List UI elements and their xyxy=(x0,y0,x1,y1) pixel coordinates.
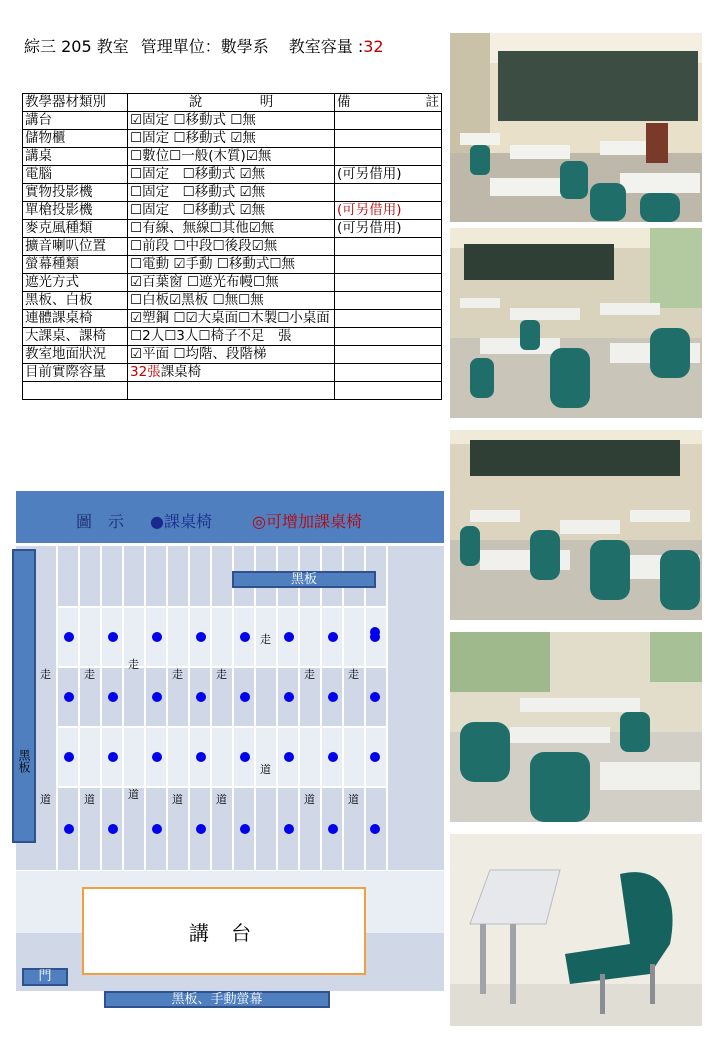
walkway-label-top: 走 xyxy=(348,668,359,681)
grid-line xyxy=(122,546,124,870)
walkway-label-bottom: 道 xyxy=(260,763,271,776)
walkway-label-bottom: 道 xyxy=(40,793,51,806)
actual-capacity-suffix: 課桌椅 xyxy=(160,364,202,380)
seat-dot xyxy=(108,632,118,642)
actual-capacity-label: 目前實際容量 xyxy=(23,364,128,382)
row-note: (可另借用) xyxy=(335,166,442,184)
header-desc-1: 說 xyxy=(188,94,203,110)
row-category: 單槍投影機 xyxy=(23,202,128,220)
row-description: ☐固定 ☐移動式 ☑無 xyxy=(128,202,335,220)
row-note: (可另借用) xyxy=(335,202,442,220)
grid-line xyxy=(56,546,58,870)
actual-capacity-value xyxy=(128,364,335,382)
seat-dot xyxy=(240,692,250,702)
walkway-label-bottom: 道 xyxy=(128,788,139,801)
row-note xyxy=(335,130,442,148)
seat-dot xyxy=(108,824,118,834)
row-description: ☐固定 ☐移動式 ☑無 xyxy=(128,130,335,148)
row-note xyxy=(335,184,442,202)
empty-row xyxy=(23,382,442,400)
row-description: ☐數位☐一般(木質)☑無 xyxy=(128,148,335,166)
classroom-photo-1 xyxy=(450,33,702,222)
row-description: ☑平面 ☐均階、段階梯 xyxy=(128,346,335,364)
stripe-band xyxy=(56,726,388,786)
seat-dot xyxy=(328,824,338,834)
seat-dot xyxy=(152,692,162,702)
grid-line xyxy=(232,546,234,870)
table-row xyxy=(23,220,442,238)
row-description: ☐2人☐3人☐椅子不足 張 xyxy=(128,328,335,346)
seat-dot xyxy=(196,632,206,642)
capacity-label: 教室容量 : xyxy=(288,37,364,56)
grid-line xyxy=(276,546,278,870)
row-category: 教室地面狀況 xyxy=(23,346,128,364)
table-row xyxy=(23,274,442,292)
seat-dot xyxy=(108,692,118,702)
row-note xyxy=(335,328,442,346)
table-row xyxy=(23,112,442,130)
row-category: 實物投影機 xyxy=(23,184,128,202)
grid-line xyxy=(386,546,388,870)
grid-line xyxy=(342,546,344,870)
seat-dot xyxy=(370,632,380,642)
page-title xyxy=(24,34,384,57)
table-row xyxy=(23,292,442,310)
room-name: 綜三 205 教室 xyxy=(24,37,129,56)
seat-dot xyxy=(328,632,338,642)
row-category: 黑板、白板 xyxy=(23,292,128,310)
row-description: ☑固定 ☐移動式 ☐無 xyxy=(128,112,335,130)
seat-dot xyxy=(64,824,74,834)
header-note xyxy=(335,94,442,112)
row-category: 儲物櫃 xyxy=(23,130,128,148)
seat-dot xyxy=(196,692,206,702)
actual-capacity-count: 32張 xyxy=(130,364,161,380)
table-row xyxy=(23,238,442,256)
table-row xyxy=(23,328,442,346)
seat-dot xyxy=(370,692,380,702)
table-row xyxy=(23,130,442,148)
row-category: 講台 xyxy=(23,112,128,130)
row-note: (可另借用) xyxy=(335,220,442,238)
row-note xyxy=(335,112,442,130)
walkway-label-bottom: 道 xyxy=(84,793,95,806)
top-blackboard: 黑板 xyxy=(232,571,376,588)
row-description: ☑塑鋼 ☐☑大桌面☐木製☐小桌面 xyxy=(128,310,335,328)
table-row xyxy=(23,346,442,364)
row-note xyxy=(335,310,442,328)
management-unit: 管理單位：數學系 xyxy=(140,37,269,56)
grid-line xyxy=(188,546,190,870)
seat-dot xyxy=(152,824,162,834)
seat-dot xyxy=(328,752,338,762)
row-note xyxy=(335,238,442,256)
grid-line xyxy=(364,546,366,870)
grid-line xyxy=(56,726,388,728)
row-description: ☐有線、無線☐其他☑無 xyxy=(128,220,335,238)
row-category: 電腦 xyxy=(23,166,128,184)
actual-capacity-note xyxy=(335,364,442,382)
bottom-blackboard: 黑板、手動螢幕 xyxy=(104,991,330,1008)
header-note-2: 註 xyxy=(425,94,439,110)
classroom-photo-4 xyxy=(450,632,702,822)
grid-line xyxy=(210,546,212,870)
header-note-1: 備 xyxy=(337,94,351,110)
seat-dot xyxy=(240,824,250,834)
row-description: ☐固定 ☐移動式 ☑無 xyxy=(128,184,335,202)
table-row xyxy=(23,310,442,328)
grid-line xyxy=(320,546,322,870)
grid-line xyxy=(78,546,80,870)
grid-line xyxy=(298,546,300,870)
table-row xyxy=(23,202,442,220)
row-description: ☐電動 ☑手動 ☐移動式☐無 xyxy=(128,256,335,274)
seat-dot xyxy=(284,752,294,762)
stripe-band xyxy=(56,606,388,666)
header-desc-2: 明 xyxy=(259,94,274,110)
seat-dot xyxy=(240,752,250,762)
classroom-photo-3 xyxy=(450,430,702,620)
seat-dot xyxy=(64,752,74,762)
header-description xyxy=(128,94,335,112)
walkway-label-top: 走 xyxy=(40,668,51,681)
legend-title: 圖 示 xyxy=(76,512,125,531)
legend-add-seat: ◎可增加課桌椅 xyxy=(252,512,362,531)
seat-dot xyxy=(284,824,294,834)
row-category: 連體課桌椅 xyxy=(23,310,128,328)
door[interactable]: 門 xyxy=(22,968,68,986)
seat-dot xyxy=(240,632,250,642)
seat-dot xyxy=(370,752,380,762)
walkway-label-top: 走 xyxy=(128,658,139,671)
legend-bar xyxy=(16,491,444,543)
seat-dot xyxy=(284,692,294,702)
table-row xyxy=(23,148,442,166)
row-description: ☐白板☑黑板 ☐無☐無 xyxy=(128,292,335,310)
seat-dot xyxy=(108,752,118,762)
walkway-label-bottom: 道 xyxy=(348,793,359,806)
seat-dot xyxy=(196,824,206,834)
table-header-row xyxy=(23,94,442,112)
capacity-value: 32 xyxy=(363,37,384,56)
equipment-table xyxy=(22,93,442,400)
legend-seat: ●課桌椅 xyxy=(150,512,212,531)
podium: 講 台 xyxy=(82,887,366,975)
row-category: 麥克風種類 xyxy=(23,220,128,238)
seat-dot xyxy=(196,752,206,762)
row-description: ☐固定 ☐移動式 ☑無 xyxy=(128,166,335,184)
grid-line xyxy=(100,546,102,870)
row-description: ☐前段 ☐中段☐後段☑無 xyxy=(128,238,335,256)
seat-dot xyxy=(152,632,162,642)
header-category: 教學器材類別 xyxy=(23,94,128,112)
table-row xyxy=(23,184,442,202)
grid-line xyxy=(56,606,388,608)
walkway-label-top: 走 xyxy=(304,668,315,681)
row-note xyxy=(335,346,442,364)
row-note xyxy=(335,148,442,166)
grid-line xyxy=(56,786,388,788)
row-note xyxy=(335,292,442,310)
chair-photo xyxy=(450,834,702,1026)
row-category: 擴音喇叭位置 xyxy=(23,238,128,256)
walkway-label-top: 走 xyxy=(84,668,95,681)
seat-dot xyxy=(370,824,380,834)
walkway-label-bottom: 道 xyxy=(216,793,227,806)
seat-dot xyxy=(152,752,162,762)
actual-capacity-row xyxy=(23,364,442,382)
row-note xyxy=(335,256,442,274)
table-row xyxy=(23,166,442,184)
seating-grid xyxy=(16,546,444,870)
seat-dot xyxy=(64,632,74,642)
row-category: 螢幕種類 xyxy=(23,256,128,274)
walkway-label-bottom: 道 xyxy=(304,793,315,806)
seat-dot xyxy=(64,692,74,702)
walkway-label-bottom: 道 xyxy=(172,793,183,806)
empty-cell xyxy=(335,382,442,400)
seat-dot xyxy=(328,692,338,702)
side-blackboard: 黑板 xyxy=(12,549,36,843)
row-category: 大課桌、課椅 xyxy=(23,328,128,346)
row-category: 遮光方式 xyxy=(23,274,128,292)
walkway-label-top: 走 xyxy=(172,668,183,681)
walkway-label-top: 走 xyxy=(260,633,271,646)
empty-cell xyxy=(23,382,128,400)
grid-line xyxy=(254,546,256,870)
walkway-label-top: 走 xyxy=(216,668,227,681)
row-note xyxy=(335,274,442,292)
grid-line xyxy=(166,546,168,870)
empty-cell xyxy=(128,382,335,400)
row-description: ☑百葉窗 ☐遮光布幔☐無 xyxy=(128,274,335,292)
seat-dot xyxy=(284,632,294,642)
grid-line xyxy=(144,546,146,870)
row-category: 講桌 xyxy=(23,148,128,166)
table-row xyxy=(23,256,442,274)
classroom-photo-2 xyxy=(450,228,702,418)
floor-plan xyxy=(16,491,444,1007)
